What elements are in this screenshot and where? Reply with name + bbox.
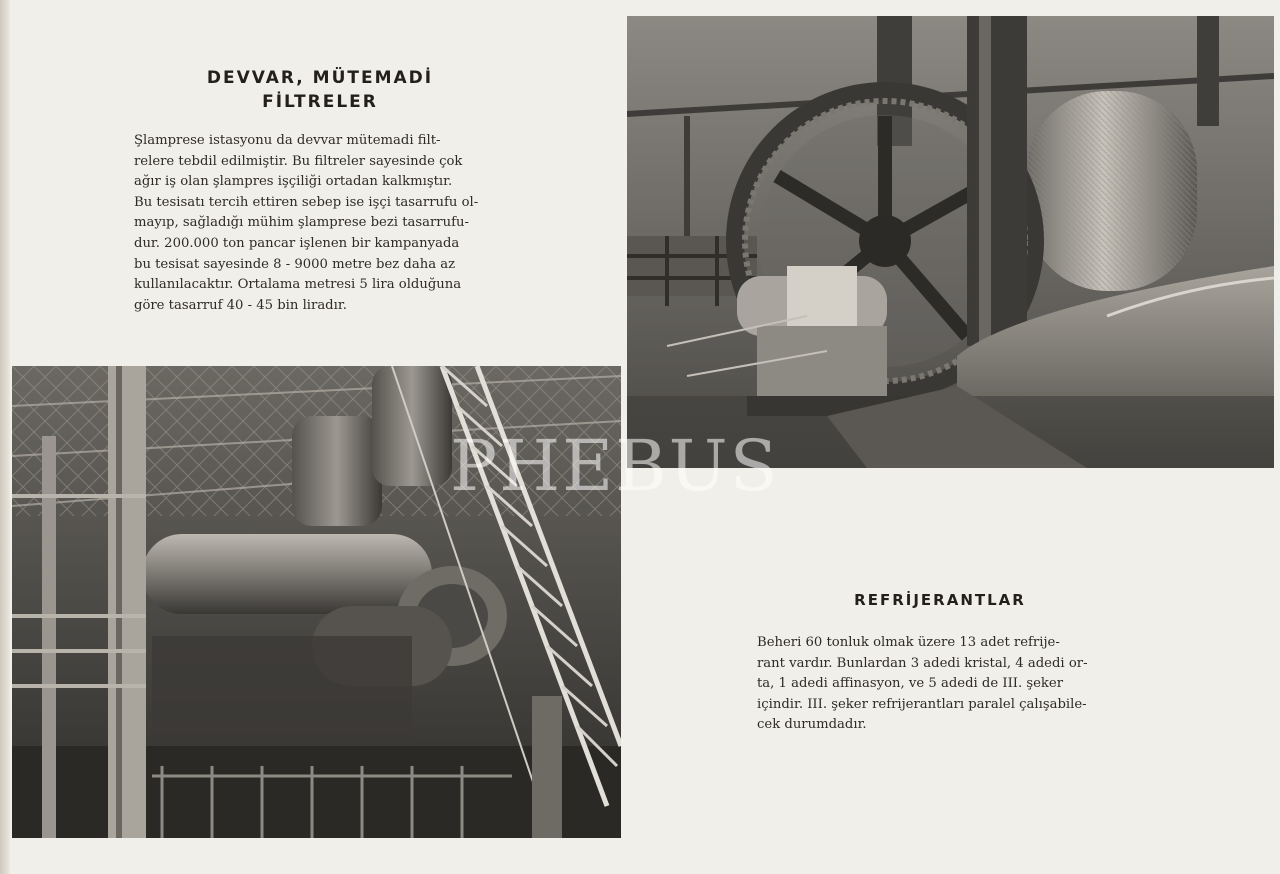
- refrigerants-paragraph: [757, 633, 1139, 736]
- filters-paragraph-line: dur. 200.000 ton pancar işlenen bir kampanyada: [134, 235, 460, 251]
- filters-paragraph-line: göre tasarruf 40 - 45 bin liradır.: [134, 297, 347, 313]
- filters-paragraph-line: bu tesisat sayesinde 8 - 9000 metre bez daha az: [134, 256, 456, 272]
- filters-paragraph-line: relere tebdil edilmiştir. Bu filtreler sayesinde çok: [134, 153, 463, 169]
- refrigerants-paragraph-line: rant vardır. Bunlardan 3 adedi kristal, 4 adedi or-: [757, 655, 1088, 671]
- refrigerants-heading: REFRİJERANTLAR: [854, 591, 1026, 609]
- watermark: PHEBUS: [450, 425, 780, 507]
- refrigerants-paragraph-line: Beheri 60 tonluk olmak üzere 13 adet refrije-: [757, 635, 1060, 650]
- filters-heading-line-1: DEVVAR, MÜTEMADİ: [206, 68, 434, 88]
- filters-paragraph-line: ağır iş olan şlampres işçiliği ortadan kalkmıştır.: [134, 174, 453, 190]
- filters-heading-line-2: FİLTRELER: [262, 92, 378, 112]
- rotary-filter-gear-photo: [627, 16, 1274, 468]
- filters-paragraph-line: Bu tesisatı tercih ettiren sebep ise işçi tasarrufu ol-: [134, 194, 479, 210]
- filters-paragraph: [134, 131, 498, 316]
- filters-paragraph-line: Şlamprese istasyonu da devvar mütemadi filt-: [134, 133, 441, 148]
- refrigerants-paragraph-line: içindir. III. şeker refrijerantları paralel çalışabile-: [757, 696, 1087, 712]
- refrigerants-paragraph-line: ta, 1 adedi affinasyon, ve 5 adedi de III. şeker: [757, 676, 1064, 692]
- filters-paragraph-line: mayıp, sağladığı mühim şlamprese bezi tasarrufu-: [134, 215, 469, 231]
- book-spine-shadow: [0, 0, 10, 874]
- refrigerants-paragraph-line: cek durumdadır.: [757, 717, 867, 733]
- filters-heading: [140, 66, 500, 114]
- filters-paragraph-line: kullanılacaktır. Ortalama metresi 5 lira olduğuna: [134, 277, 462, 293]
